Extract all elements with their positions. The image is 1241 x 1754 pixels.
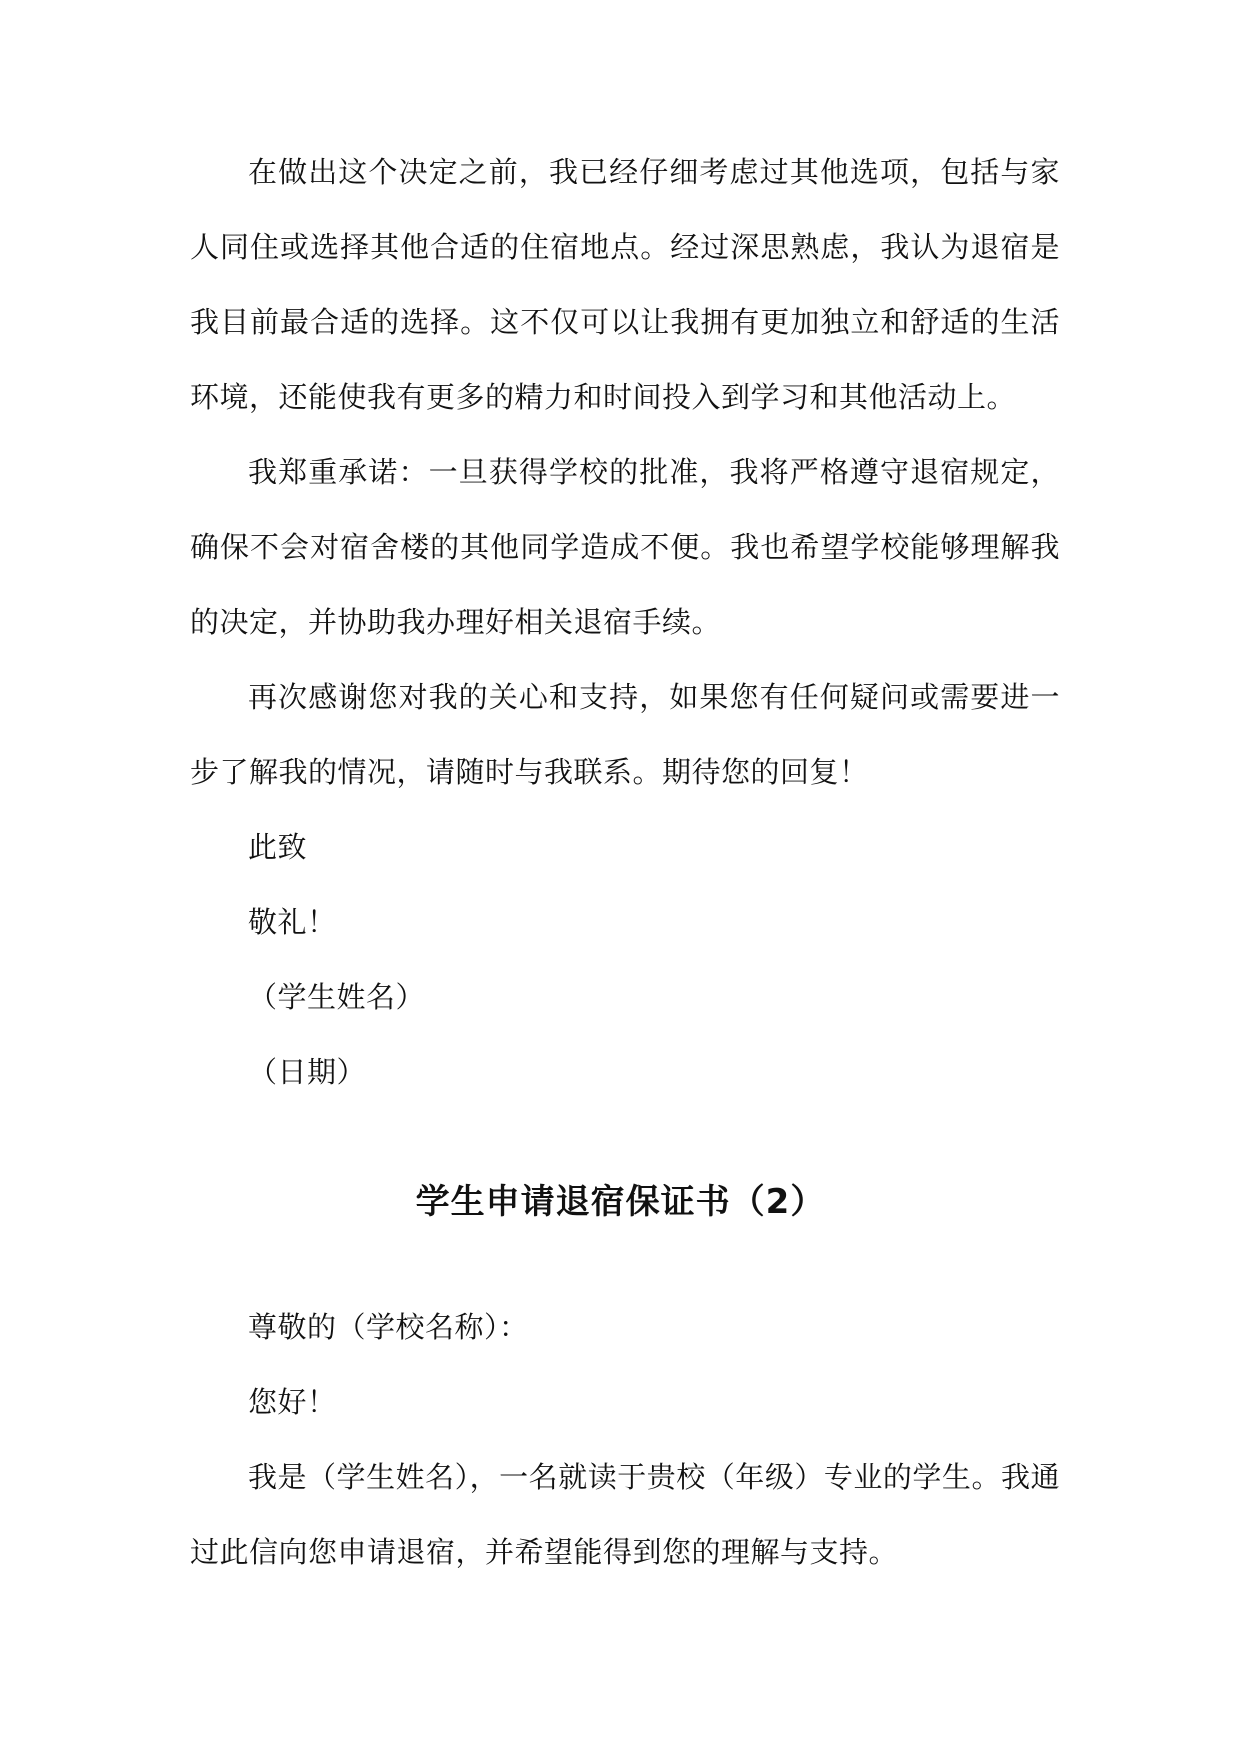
paragraph-promise: 我郑重承诺：一旦获得学校的批准，我将严格遵守退宿规定，确保不会对宿舍楼的其他同学造成不便。我也希望学校能够理解我的决定，并协助我办理好相关退宿手续。 [190,455,1060,639]
signature-date: （日期） [248,1055,367,1089]
salutation: 尊敬的（学校名称）： [248,1310,529,1344]
greeting: 您好！ [248,1385,337,1419]
section-title: 学生申请退宿保证书（2） [415,1182,826,1222]
closing-jingli: 敬礼！ [248,905,337,939]
paragraph-thanks: 再次感谢您对我的关心和支持，如果您有任何疑问或需要进一步了解我的情况，请随时与我联系。期待您的回复！ [190,680,1060,789]
signature-student-name: （学生姓名） [248,980,426,1014]
paragraph-decision: 在做出这个决定之前，我已经仔细考虑过其他选项，包括与家人同住或选择其他合适的住宿地点。经过深思熟虑，我认为退宿是我目前最合适的选择。这不仅可以让我拥有更加独立和舒适的生活环境，还能使我有更多的精力和时间投入到学习和其他活动上。 [190,155,1060,414]
paragraph-intro: 我是（学生姓名），一名就读于贵校（年级）专业的学生。我通过此信向您申请退宿，并希望能得到您的理解与支持。 [190,1460,1060,1569]
closing-cizhi: 此致 [248,830,308,864]
